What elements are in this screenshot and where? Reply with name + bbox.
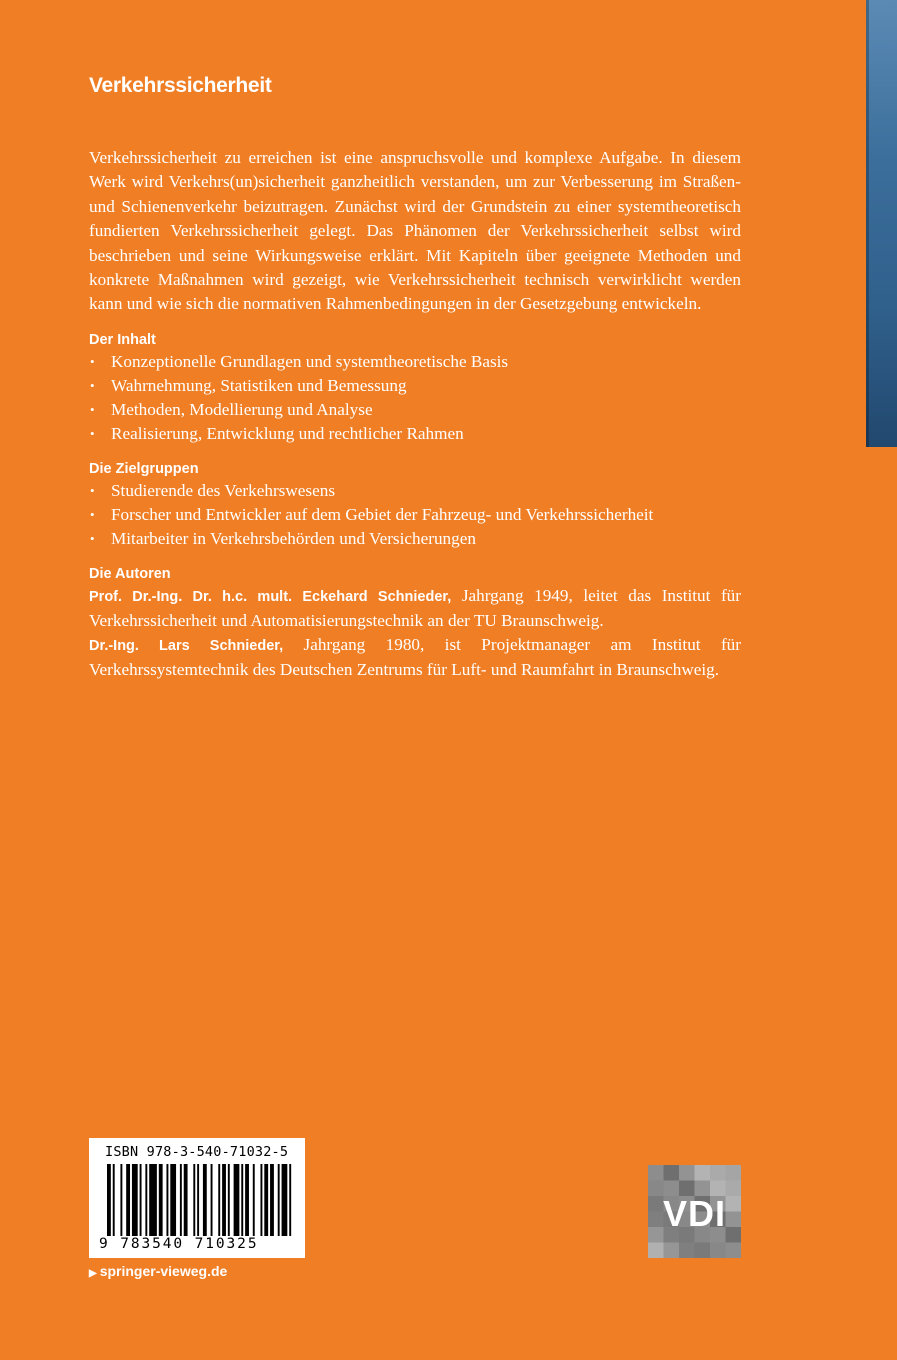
list-item: • Studierende des Verkehrswesens [89, 479, 741, 503]
list-item: • Konzeptionelle Grundlagen und systemtheoretische Basis [89, 350, 741, 374]
logo-tile [695, 1165, 711, 1181]
main-content [89, 146, 741, 682]
barcode-bars [107, 1164, 295, 1236]
logo-tile [648, 1243, 664, 1259]
logo-tile [726, 1243, 742, 1259]
list-item: • Mitarbeiter in Verkehrsbehörden und Versicherungen [89, 527, 741, 551]
logo-tile [664, 1165, 680, 1181]
logo-tile [695, 1243, 711, 1259]
author-2-name: Dr.-Ing. Lars Schnieder, [89, 637, 284, 654]
autoren-heading: Die Autoren [89, 565, 171, 582]
logo-tile [710, 1243, 726, 1259]
author-1-bio: Jahrgang 1949, leitet das Institut für Verkehrssicherheit und Automatisierungstechnik an der TU Braunschweig. [89, 585, 741, 630]
logo-tile [679, 1243, 695, 1259]
barcode-bar [126, 1164, 130, 1236]
barcode-bar [180, 1164, 182, 1236]
logo-tile [664, 1243, 680, 1259]
ean-number: 9 783540 710325 [99, 1236, 259, 1252]
logo-tile [710, 1165, 726, 1181]
barcode-bar [140, 1164, 142, 1236]
barcode-bar [193, 1164, 195, 1236]
author-1-name: Prof. Dr.-Ing. Dr. h.c. mult. Eckehard Schnieder, [89, 588, 452, 605]
barcode-bar [145, 1164, 147, 1236]
isbn-barcode [89, 1138, 305, 1258]
publisher-url: springer-vieweg.de [99, 1263, 228, 1279]
barcode-bar [278, 1164, 280, 1236]
barcode-bar [234, 1164, 240, 1236]
list-item: • Forscher und Entwickler auf dem Gebiet der Fahrzeug- und Verkehrssicherheit [89, 503, 741, 527]
barcode-bar [282, 1164, 288, 1236]
barcode-bar [184, 1164, 188, 1236]
logo-tile [648, 1165, 664, 1181]
list-item: • Wahrnehmung, Statistiken und Bemessung [89, 374, 741, 398]
barcode-bar [289, 1164, 291, 1236]
author-2-bio: Jahrgang 1980, ist Projektmanager am Institut für Verkehrssystemtechnik des Deutschen Zentrums für Luft- und Raumfahrt in Braunschweig. [89, 634, 742, 679]
author-1 [89, 584, 741, 633]
barcode-bar [211, 1164, 213, 1236]
barcode-bar [170, 1164, 176, 1236]
zielgruppen-heading: Die Zielgruppen [89, 460, 199, 477]
barcode-bar [203, 1164, 207, 1236]
page-title: Verkehrssicherheit [89, 74, 272, 97]
barcode-bar [113, 1164, 115, 1236]
publisher-link[interactable] [89, 1263, 227, 1279]
arrow-right-icon: ▶ [89, 1268, 97, 1279]
barcode-bar [132, 1164, 138, 1236]
barcode-bar [197, 1164, 199, 1236]
zielgruppen-list [89, 479, 741, 551]
list-item: • Methoden, Modellierung und Analyse [89, 398, 741, 422]
vdi-logo-text: VDI [662, 1193, 726, 1234]
barcode-bar [260, 1164, 262, 1236]
barcode-bar [120, 1164, 122, 1236]
barcode-bar [159, 1164, 163, 1236]
barcode-bar [149, 1164, 157, 1236]
logo-tile [679, 1165, 695, 1181]
barcode-bar [253, 1164, 255, 1236]
barcode-bar [166, 1164, 168, 1236]
author-2 [89, 633, 741, 682]
list-item: • Realisierung, Entwicklung und rechtlicher Rahmen [89, 422, 741, 446]
barcode-bar [264, 1164, 268, 1236]
barcode-bar [107, 1164, 111, 1236]
barcode-bar [222, 1164, 226, 1236]
isbn-label: ISBN 978-3-540-71032-5 [105, 1144, 289, 1160]
inhalt-list [89, 350, 741, 446]
intro-paragraph: Verkehrssicherheit zu erreichen ist eine anspruchsvolle und komplexe Aufgabe. In diesem Werk wird Verkehrs(un)sicherheit ganzheitlich verstanden, um zur Verbesserung im Straßen- und Schienenverkehr beizutragen. Zunächst wird der Grundstein zu einer systemtheoretisch fundierten Verkehrssicherheit gelegt. Das Phänomen der Verkehrssicherheit selbst wird beschrieben und seine Wirkungsweise erklärt. Mit Kapiteln über geeignete Methoden und konkrete Maßnahmen wird gezeigt, wie Verkehrssicherheit technisch verwirklicht werden kann und wie sich die normativen Rahmenbedingungen in der Gesetzgebung entwickeln. [89, 148, 741, 314]
barcode-bar [245, 1164, 249, 1236]
cover-image-edge [866, 0, 897, 447]
vdi-logo [648, 1165, 741, 1258]
barcode-bar [241, 1164, 243, 1236]
barcode-bar [228, 1164, 230, 1236]
logo-tile [726, 1165, 742, 1181]
barcode-bar [270, 1164, 274, 1236]
inhalt-heading: Der Inhalt [89, 331, 156, 348]
barcode-bar [218, 1164, 220, 1236]
